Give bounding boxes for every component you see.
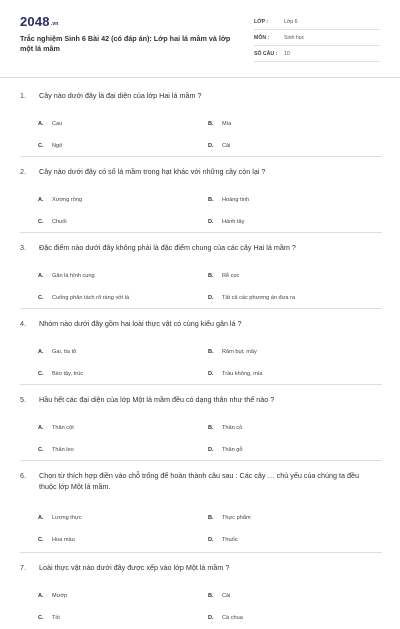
option-letter: D.: [208, 143, 214, 149]
answer-option-c[interactable]: [38, 219, 208, 225]
question-4: [20, 309, 382, 385]
option-text: Thực phẩm: [222, 515, 251, 521]
option-letter: B.: [208, 121, 214, 127]
option-text: Ngô: [52, 143, 63, 149]
option-letter: D.: [208, 371, 214, 377]
option-letter: D.: [208, 219, 214, 225]
option-text: Mía: [222, 121, 232, 127]
meta-row-count: [254, 46, 380, 62]
question-5: [20, 385, 382, 461]
option-letter: B.: [208, 197, 214, 203]
answer-option-d[interactable]: [208, 295, 378, 301]
answer-options: [38, 341, 378, 385]
answer-option-a[interactable]: [38, 121, 208, 127]
question-text: Nhóm nào dưới đây gồm hai loài thực vật có cùng kiểu gân lá ?: [39, 319, 242, 328]
question-number: 1.: [20, 91, 26, 100]
option-letter: C.: [38, 295, 44, 301]
meta-key: SỐ CÂU :: [254, 50, 278, 57]
answer-option-c[interactable]: [38, 295, 208, 301]
quiz-header: [0, 0, 400, 78]
option-text: Trầu không, mía: [222, 371, 263, 377]
answer-option-a[interactable]: [38, 593, 208, 599]
option-letter: A.: [38, 121, 44, 127]
option-letter: A.: [38, 273, 44, 279]
option-letter: D.: [208, 295, 214, 301]
option-text: Chuối: [52, 219, 67, 225]
answer-option-d[interactable]: [208, 447, 378, 453]
meta-value: Sinh học: [284, 34, 305, 41]
question-text: Hầu hết các đại diện của lớp Một lá mầm đều có dạng thân như thế nào ?: [39, 395, 275, 404]
option-text: Cải: [222, 143, 231, 149]
meta-value: Lớp 6: [284, 18, 298, 25]
option-text: Thuốc: [222, 537, 238, 543]
option-letter: C.: [38, 143, 44, 149]
option-letter: C.: [38, 615, 44, 621]
question-number: 6.: [20, 471, 26, 480]
quiz-meta: [254, 14, 380, 62]
meta-row-subject: [254, 30, 380, 46]
answer-option-b[interactable]: [208, 515, 378, 521]
question-number: 5.: [20, 395, 26, 404]
site-logo[interactable]: [20, 14, 59, 29]
meta-key: LỚP :: [254, 18, 269, 25]
answer-option-d[interactable]: [208, 143, 378, 149]
option-text: Thân gỗ: [222, 447, 243, 453]
question-3: [20, 233, 382, 309]
answer-option-b[interactable]: [208, 197, 378, 203]
meta-key: MÔN :: [254, 34, 270, 41]
option-text: Cà chua: [222, 615, 243, 621]
question-number: 7.: [20, 563, 26, 572]
answer-option-c[interactable]: [38, 143, 208, 149]
option-letter: B.: [208, 515, 214, 521]
option-letter: A.: [38, 593, 44, 599]
answer-option-a[interactable]: [38, 273, 208, 279]
question-1: [20, 81, 382, 157]
option-letter: B.: [208, 349, 214, 355]
option-text: Lương thực: [52, 515, 82, 521]
answer-option-a[interactable]: [38, 197, 208, 203]
answer-option-c[interactable]: [38, 537, 208, 543]
option-text: Râm bụt, mây: [222, 349, 257, 355]
option-text: Rễ cọc: [222, 273, 240, 279]
question-number: 3.: [20, 243, 26, 252]
option-text: Thân leo: [52, 447, 74, 453]
option-letter: B.: [208, 593, 214, 599]
option-letter: C.: [38, 447, 44, 453]
question-text: Đặc điểm nào dưới đây không phải là đặc điểm chung của các cây Hai lá mầm ?: [39, 243, 296, 252]
answer-options: [38, 507, 378, 551]
answer-option-b[interactable]: [208, 273, 378, 279]
option-text: Hoa màu: [52, 537, 75, 543]
answer-option-d[interactable]: [208, 371, 378, 377]
answer-option-a[interactable]: [38, 349, 208, 355]
question-text: Cây nào dưới đây có số lá mầm trong hạt khác với những cây còn lại ?: [39, 167, 266, 176]
option-letter: C.: [38, 537, 44, 543]
answer-option-b[interactable]: [208, 593, 378, 599]
option-letter: A.: [38, 349, 44, 355]
meta-value: 10: [284, 50, 290, 57]
answer-option-d[interactable]: [208, 615, 378, 621]
option-letter: A.: [38, 197, 44, 203]
answer-option-d[interactable]: [208, 219, 378, 225]
answer-options: [38, 417, 378, 461]
logo-suffix: .vn: [50, 21, 59, 27]
answer-option-d[interactable]: [208, 537, 378, 543]
answer-option-c[interactable]: [38, 615, 208, 621]
question-number: 4.: [20, 319, 26, 328]
option-text: Cau: [52, 121, 63, 127]
answer-options: [38, 189, 378, 233]
option-letter: A.: [38, 515, 44, 521]
option-text: Tỏi: [52, 615, 60, 621]
option-text: Hành tây: [222, 219, 245, 225]
answer-option-b[interactable]: [208, 349, 378, 355]
question-7: [20, 553, 382, 629]
option-text: Cải: [222, 593, 231, 599]
option-text: Thân cột: [52, 425, 74, 431]
option-letter: B.: [208, 425, 214, 431]
option-letter: D.: [208, 447, 214, 453]
question-6: [20, 461, 382, 553]
answer-options: [38, 265, 378, 309]
meta-row-class: [254, 14, 380, 30]
answer-option-b[interactable]: [208, 425, 378, 431]
question-2: [20, 157, 382, 233]
question-list: [20, 81, 382, 629]
option-text: Thân cỏ: [222, 425, 243, 431]
question-text: Chọn từ thích hợp điền vào chỗ trống để hoàn thành câu sau : Các cây … chủ yếu của chúng ta đều thuộc lớp Một lá mầm.: [39, 471, 359, 491]
option-text: Cuống phân tách rõ ràng với lá: [52, 295, 130, 301]
answer-options: [38, 113, 378, 157]
option-text: Gân lá hình cung: [52, 273, 95, 279]
question-number: 2.: [20, 167, 26, 176]
answer-options: [38, 585, 378, 629]
answer-option-c[interactable]: [38, 371, 208, 377]
answer-option-b[interactable]: [208, 121, 378, 127]
option-letter: A.: [38, 425, 44, 431]
option-letter: B.: [208, 273, 214, 279]
option-text: Xương rồng: [52, 197, 83, 203]
answer-option-a[interactable]: [38, 515, 208, 521]
question-text: Loài thực vật nào dưới đây được xếp vào lớp Một lá mầm ?: [39, 563, 230, 572]
option-text: Bèo tây, trúc: [52, 371, 83, 377]
logo-text: 2048: [20, 14, 50, 29]
option-text: Gai, tía tô: [52, 349, 77, 355]
option-text: Hoàng tinh: [222, 197, 250, 203]
answer-option-c[interactable]: [38, 447, 208, 453]
option-letter: D.: [208, 615, 214, 621]
option-text: Mướp: [52, 593, 68, 599]
question-text: Cây nào dưới đây là đại diện của lớp Hai lá mầm ?: [39, 91, 202, 100]
option-letter: D.: [208, 537, 214, 543]
option-text: Tất cả các phương án đưa ra: [222, 295, 296, 301]
option-letter: C.: [38, 371, 44, 377]
page-title: Trắc nghiệm Sinh 6 Bài 42 (có đáp án): Lớp hai lá mầm và lớp một lá mầm: [20, 34, 231, 53]
answer-option-a[interactable]: [38, 425, 208, 431]
option-letter: C.: [38, 219, 44, 225]
